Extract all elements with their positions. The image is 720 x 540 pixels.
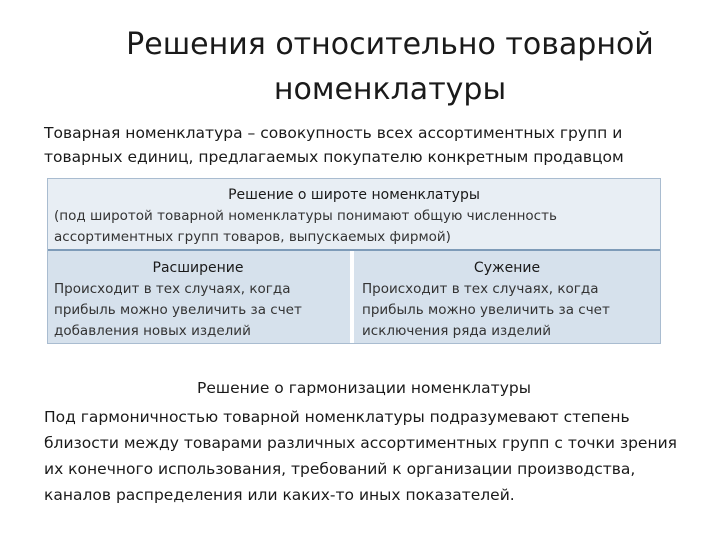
harmonization-heading: Решение о гармонизации номенклатуры [197,379,531,397]
breadth-decision-heading: Решение о широте номенклатуры [228,187,480,203]
reduction-description: Происходит в тех случаях, когда прибыль можно увеличить за счет исключения ряда изделий [362,281,610,339]
breadth-decision-header-row [48,179,660,251]
expansion-heading: Расширение [152,260,244,276]
breadth-decision-description: (под широтой товарной номенклатуры понимают общую численность ассортиментных групп товаров, выпускаемых фирмой) [54,208,557,245]
reduction-cell [354,251,660,343]
definition-text: Товарная номенклатура – совокупность всех ассортиментных групп и товарных единиц, предлагаемых покупателю конкретным продавцом [44,124,624,166]
expansion-cell [48,251,352,343]
slide-title: Решения относительно товарной номенклатуры [126,27,654,107]
expansion-description: Происходит в тех случаях, когда прибыль можно увеличить за счет добавления новых изделий [54,281,302,339]
reduction-heading: Сужение [473,260,541,276]
harmonization-text: Под гармоничностью товарной номенклатуры подразумевают степень близости между товарами различных ассортиментных групп с точки зрения их конечного использования, требований к организации производства, каналов распределения или каких-то иных показателей. [44,408,678,504]
breadth-decision-table [47,178,661,344]
